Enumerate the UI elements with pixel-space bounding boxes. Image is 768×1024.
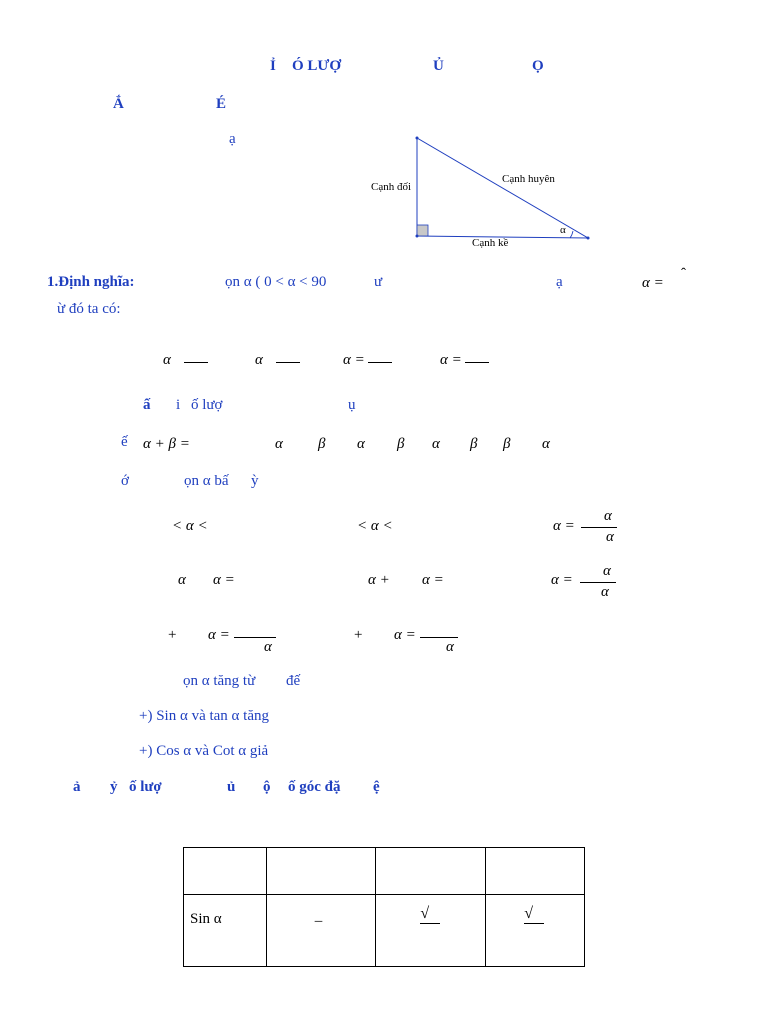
complement-cond-sum: α + β = [143,436,190,452]
table-header-cell-1 [184,848,267,895]
table-heading-part5: ộ [263,779,271,795]
cot-identity-denominator: α [601,584,609,600]
title-part1: Ỉ [270,58,276,74]
table-cell-sin-60 [486,895,585,967]
complement-item-6: β [470,436,478,452]
pythag-cos-term: α = [213,572,235,588]
sin-45-sqrt: √ [420,905,440,924]
complement-item-7: β [503,436,511,452]
tan-identity-fraction-bar [581,527,617,528]
definition-fragment3: ạ [556,274,563,290]
tan-identity-left: α = [553,518,575,534]
identity-tan-squared: α = [208,627,230,643]
table-heading-part3: ố lượ [129,779,162,795]
cot-identity-left: α = [551,572,573,588]
monotonic-line1-part1: ọn α tăng từ [183,673,256,689]
ratio-tan-fraction-bar [368,362,392,363]
complement-item-1: α [275,436,283,452]
complement-item-2: β [318,436,326,452]
complement-heading-part4: ụ [348,397,356,413]
angle-alpha-label: α [560,224,566,236]
monotonic-line3: +) Cos α và Cot α giả [139,743,269,759]
monotonic-line1-part2: đế [286,673,301,689]
complement-item-8: α [542,436,550,452]
table-header-cell-4 [486,848,585,895]
complement-heading-part3: ố lượ [191,397,223,413]
cot-identity-fraction-bar [580,582,616,583]
complement-item-4: β [397,436,405,452]
ratio-sin-fraction-bar [184,362,208,363]
pythag-sin-term: α [178,572,186,588]
table-heading-part7: ệ [373,779,380,795]
sin-30-value: – [314,913,323,929]
identity-cot-denominator: α [446,639,454,655]
table-heading-part6: ố góc đặ [288,779,341,795]
identity-cot-fraction-bar [420,637,458,638]
definition-fragment2: ư [374,274,383,290]
inequality-cos: < α < [357,518,393,534]
special-angles-table [183,847,585,967]
tancot-cot-term: α = [422,572,444,588]
title-part2: Ó LƯỢ [292,58,342,74]
complement-heading-part1: ấ [143,397,151,413]
identity-cot-squared: α = [394,627,416,643]
tancot-tan-term: α + [368,572,390,588]
table-cell-sin-45 [376,895,486,967]
adjacent-side-label: Cạnh kề [472,237,509,249]
table-heading-part2: ỷ [110,779,118,795]
table-row-label: Sin α [190,911,222,927]
properties-heading-part1: ớ [121,473,129,489]
table-header-cell-2 [266,848,376,895]
ratio-cos: α [255,352,263,368]
ratio-cot: α = [440,352,462,368]
title-part4: Ọ [532,58,544,74]
tan-identity-denominator: α [606,529,614,545]
table-header-cell-3 [376,848,486,895]
title-part3: Ủ [433,58,444,74]
table-heading-part4: ủ [227,779,236,795]
ratio-tan: α = [343,352,365,368]
ratio-sin: α [163,352,171,368]
table-heading-part1: ả [73,779,81,795]
definition-formula: α = [642,275,664,291]
identity-tan-fraction-bar [234,637,276,638]
opposite-side-label: Cạnh đối [371,181,412,193]
section-a-part1: Ắ [113,96,124,112]
hypotenuse-label: Cạnh huyên [502,173,555,185]
definition-caret: ˆ [681,266,686,282]
ratio-cot-fraction-bar [465,362,489,363]
complement-item-5: α [432,436,440,452]
definition-heading: 1.Định nghĩa: [47,274,135,290]
cot-identity-numerator: α [603,563,611,579]
inequality-sin: < α < [172,518,208,534]
complement-item-3: α [357,436,365,452]
intro-fragment: ạ [229,131,236,147]
sin-60-sqrt: √ [524,905,544,924]
ratio-cos-fraction-bar [276,362,300,363]
section-a-part2: É [216,96,227,112]
complement-heading-part2: i [176,397,181,413]
table-row-label-cell [184,895,267,967]
properties-heading-part2: ọn α bấ [184,473,229,489]
identity-plus-2: + [354,627,363,643]
definition-line2: ừ đó ta có: [57,301,121,317]
complement-cond-prefix: ế [121,434,128,450]
tan-identity-numerator: α [604,508,612,524]
definition-fragment1: ọn α ( 0 < α < 90 [225,274,327,290]
identity-tan-denominator: α [264,639,272,655]
properties-heading-part3: ỳ [251,473,259,489]
identity-plus-1: + [168,627,177,643]
monotonic-line2: +) Sin α và tan α tăng [139,708,269,724]
table-cell-sin-30 [266,895,376,967]
